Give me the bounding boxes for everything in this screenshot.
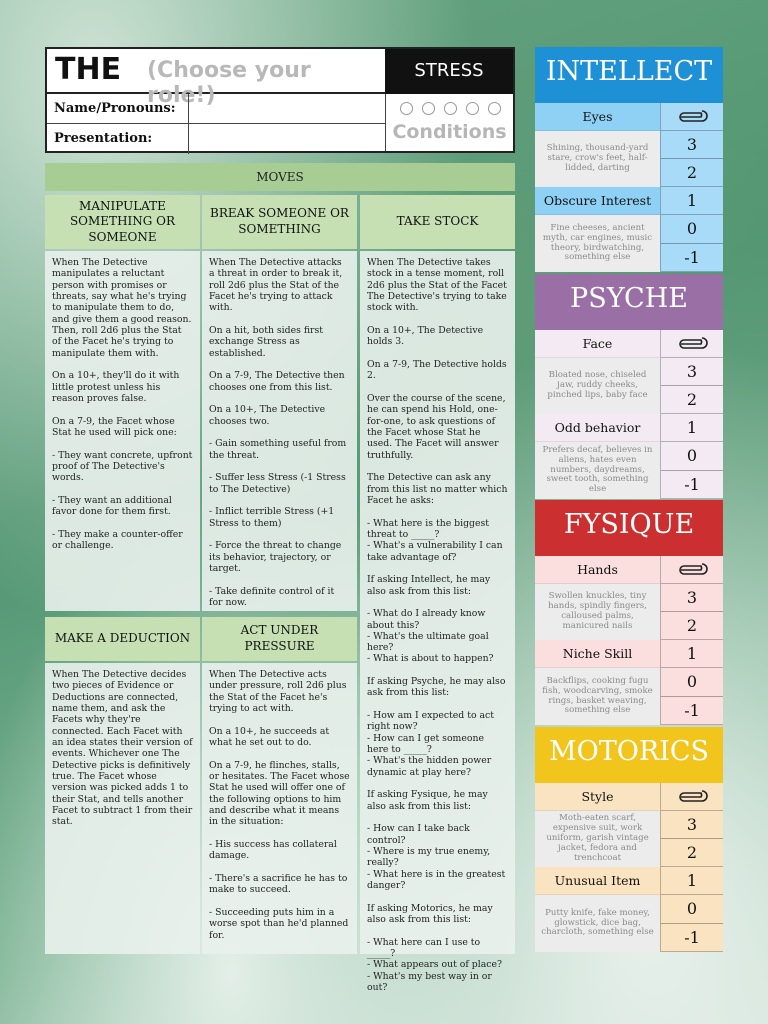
paperclip-icon — [660, 103, 723, 131]
facet-fysique[interactable]: Hands — [535, 556, 660, 584]
stress-panel — [385, 94, 513, 151]
move-body-pressure: When The Detective acts under pressure, roll 2d6 plus the Stat of the Facet he's trying to act with. On a 10+, he succeeds at what he set out to do. On a 7-9, he flinches, stalls, or hesitates. The Facet whose Stat he used will offer one of the following options to him and describe what it means in the situation: - His success has collateral damage. - There's a sacrifice he has to make to succeed. - Succeeding puts him in a worse spot than he'd planned for. — [202, 663, 357, 954]
stat-value[interactable]: 3 — [660, 358, 723, 386]
facet-description-fysique: Swollen knuckles, tiny hands, spindly fingers, calloused palms, manicured nails — [535, 584, 660, 640]
presentation-label: Presentation: — [47, 124, 189, 154]
facet-motorics[interactable]: Unusual Item — [535, 867, 660, 895]
facet-motorics[interactable]: Style — [535, 783, 660, 811]
stat-value[interactable]: 0 — [660, 895, 723, 924]
move-body-manipulate: When The Detective manipulates a reluctant person with promises or threats, say what he's trying to manipulate them to do, and give them a good reason. Then, roll 2d6 plus the Stat of the Facet he's trying to manipulate them with. On a 10+, they'll do it with little protest unless his reason proves false. On a 7-9, the Facet whose Stat he used will pick one: - They want concrete, upfront proof of The Detective's words. - They want an additional favor done for them first. - They make a counter-offer or challenge. — [45, 251, 200, 611]
stress-circle[interactable] — [444, 102, 457, 115]
stress-circle[interactable] — [466, 102, 479, 115]
stat-value[interactable]: -1 — [660, 471, 723, 500]
role-field[interactable]: (Choose your role!) — [147, 58, 311, 108]
facet-description-psyche: Bloated nose, chiseled jaw, ruddy cheeks, pinched lips, baby face — [535, 358, 660, 414]
stat-header-fysique: FYSIQUE — [535, 500, 723, 556]
facet-description-intellect: Shining, thousand-yard stare, crow's feet, half-lidded, darting — [535, 131, 660, 187]
stat-value[interactable]: -1 — [660, 697, 723, 726]
stat-row-intellect — [535, 103, 723, 131]
stat-row-fysique — [535, 668, 723, 725]
move-body-deduction: When The Detective decides two pieces of Evidence or Deductions are connected, name them, and ask the Facets why they're connected. Each Facet with an idea states their version of events. Whichever one The Detective picks is definitively true. The Facet whose version was picked adds 1 to their Stat, and tells another Facet to subtract 1 from their stat. — [45, 663, 200, 954]
stat-value[interactable]: 3 — [660, 811, 723, 839]
stat-value[interactable]: 2 — [660, 386, 723, 414]
stat-row-psyche — [535, 330, 723, 358]
stat-value[interactable]: 1 — [660, 867, 723, 895]
stat-value[interactable]: 3 — [660, 131, 723, 159]
facet-intellect[interactable]: Eyes — [535, 103, 660, 131]
stat-header-psyche: PSYCHE — [535, 274, 723, 330]
stress-tracker — [400, 102, 501, 115]
stress-circle[interactable] — [488, 102, 501, 115]
facet-fysique[interactable]: Niche Skill — [535, 640, 660, 668]
stat-row-motorics — [535, 783, 723, 811]
title-the: THE — [55, 52, 122, 87]
name-label: Name/Pronouns: — [47, 94, 189, 123]
facet-intellect[interactable]: Obscure Interest — [535, 187, 660, 215]
facet-description-motorics: Moth-eaten scarf, expensive suit, work uniform, garish vintage jacket, fedora and trenchcoat — [535, 811, 660, 867]
stat-value[interactable]: 0 — [660, 442, 723, 471]
move-title-break: BREAK SOMEONE OR SOMETHING — [202, 195, 357, 249]
stat-value[interactable]: 0 — [660, 215, 723, 244]
stat-row-motorics — [535, 895, 723, 952]
paperclip-icon — [660, 783, 723, 811]
conditions-label: Conditions — [392, 121, 507, 143]
facet-description-fysique: Backflips, cooking fugu fish, woodcarving, smoke rings, basket weaving, something else — [535, 668, 660, 725]
move-body-break: When The Detective attacks a threat in order to break it, roll 2d6 plus the Stat of the Facet he's trying to attack with. On a hit, both sides first exchange Stress as established. On a 7-9, The Detective then chooses one from this list. On a 10+, The Detective chooses two. - Gain something useful from the threat. - Suffer less Stress (-1 Stress to The Detective) - Inflict terrible Stress (+1 Stress to them) - Force the threat to change its behavior, trajectory, or target. - Take definite control of it for now. — [202, 251, 357, 611]
stress-header: STRESS — [385, 49, 513, 94]
move-title-manipulate: MANIPULATE SOMETHING OR SOMEONE — [45, 195, 200, 249]
name-row — [47, 94, 385, 124]
name-field[interactable] — [190, 94, 385, 123]
stat-value[interactable]: 3 — [660, 584, 723, 612]
stat-row-intellect — [535, 131, 723, 187]
stat-header-intellect: INTELLECT — [535, 47, 723, 103]
stat-value[interactable]: 1 — [660, 187, 723, 215]
stat-row-fysique — [535, 556, 723, 584]
move-title-pressure: ACT UNDER PRESSURE — [202, 617, 357, 661]
character-header — [45, 47, 515, 153]
facet-psyche[interactable]: Face — [535, 330, 660, 358]
move-body-stock: When The Detective takes stock in a tense moment, roll 2d6 plus the Stat of the Facet The Detective's trying to take stock with. On a 10+, The Detective holds 3. On a 7-9, The Detective holds 2. Over the course of the scene, he can spend his Hold, one-for-one, to ask questions of the Facet whose Stat he used. The Facet will answer truthfully. The Detective can ask any from this list no matter which Facet he asks: - What here is the biggest threat to _____? - What's a vulnerability I can take advantage of? If asking Intellect, he may also ask from this list: - What do I already know about this? - What's the ultimate goal here? - What is about to happen? If asking Psyche, he may also ask from this list: - How am I expected to act right now? - How can I get someone here to _____? - What's the hidden power dynamic at play here? If asking Fysique, he may also ask from this list: - How can I take back control? - Where is my true enemy, really? - What here is in the greatest danger? If asking Motorics, he may also ask from this list: - What here can I use to _____? - What appears out of place? - What's my best way in or out? — [360, 251, 515, 954]
stat-value[interactable]: -1 — [660, 924, 723, 953]
stat-value[interactable]: 2 — [660, 159, 723, 187]
stat-value[interactable]: 0 — [660, 668, 723, 697]
paperclip-icon — [660, 330, 723, 358]
stat-row-intellect — [535, 215, 723, 272]
stat-row-motorics — [535, 811, 723, 867]
facet-psyche[interactable]: Odd behavior — [535, 414, 660, 442]
stat-value[interactable]: 1 — [660, 414, 723, 442]
stat-row-psyche — [535, 442, 723, 499]
stat-value[interactable]: 2 — [660, 839, 723, 867]
stat-value[interactable]: 2 — [660, 612, 723, 640]
role-title-row — [47, 49, 385, 108]
stat-value[interactable]: 1 — [660, 640, 723, 668]
paperclip-icon — [660, 556, 723, 584]
stat-row-fysique — [535, 584, 723, 640]
stat-value[interactable]: -1 — [660, 244, 723, 273]
move-title-stock: TAKE STOCK — [360, 195, 515, 249]
stat-row-psyche — [535, 358, 723, 414]
stat-header-motorics: MOTORICS — [535, 727, 723, 783]
stat-row-fysique — [535, 640, 723, 668]
moves-title: MOVES — [45, 163, 515, 191]
presentation-field[interactable] — [190, 124, 385, 154]
stress-circle[interactable] — [400, 102, 413, 115]
facet-description-intellect: Fine cheeses, ancient myth, car engines, music theory, birdwatching, something else — [535, 215, 660, 272]
stat-row-intellect — [535, 187, 723, 215]
presentation-row — [47, 124, 385, 154]
stat-row-motorics — [535, 867, 723, 895]
stat-row-psyche — [535, 414, 723, 442]
facet-description-psyche: Prefers decaf, believes in aliens, hates even numbers, daydreams, sweet tooth, something else — [535, 442, 660, 499]
facet-description-motorics: Putty knife, fake money, glowstick, dice bag, charcloth, something else — [535, 895, 660, 952]
move-title-deduction: MAKE A DEDUCTION — [45, 617, 200, 661]
stress-circle[interactable] — [422, 102, 435, 115]
